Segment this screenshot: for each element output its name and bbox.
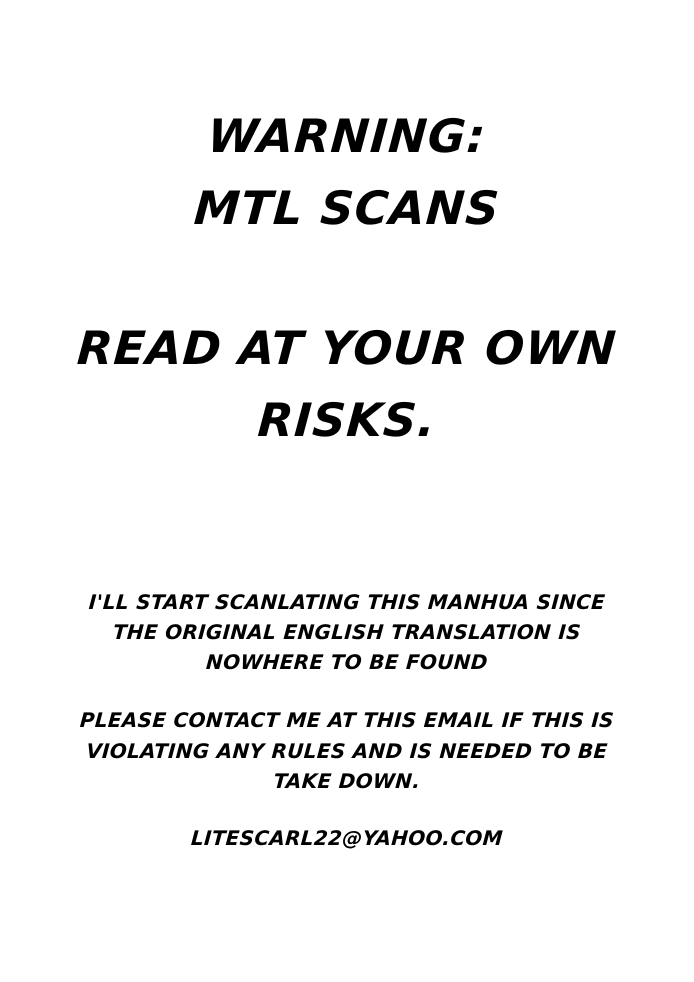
contact-notice-line-2: VIOLATING ANY RULES AND IS NEEDED TO BE [85, 739, 609, 763]
contact-notice-line-3: TAKE DOWN. [272, 769, 422, 793]
contact-email: LITESCARL22@YAHOO.COM [190, 826, 504, 850]
notice-line-1: I'LL START SCANLATING THIS MANHUA SINCE [87, 590, 607, 614]
notice-line-3: NOWHERE TO BE FOUND [205, 650, 489, 674]
notice-line-2: THE ORIGINAL ENGLISH TRANSLATION IS [112, 620, 582, 644]
warning-title: WARNING: [205, 109, 489, 163]
contact-notice-line-1: PLEASE CONTACT ME AT THIS EMAIL IF THIS IS [79, 708, 615, 732]
risk-line-2: RISKS. [256, 393, 438, 447]
warning-subtitle: MTL SCANS [192, 181, 502, 235]
risk-line-1: READ AT YOUR OWN [75, 321, 619, 375]
